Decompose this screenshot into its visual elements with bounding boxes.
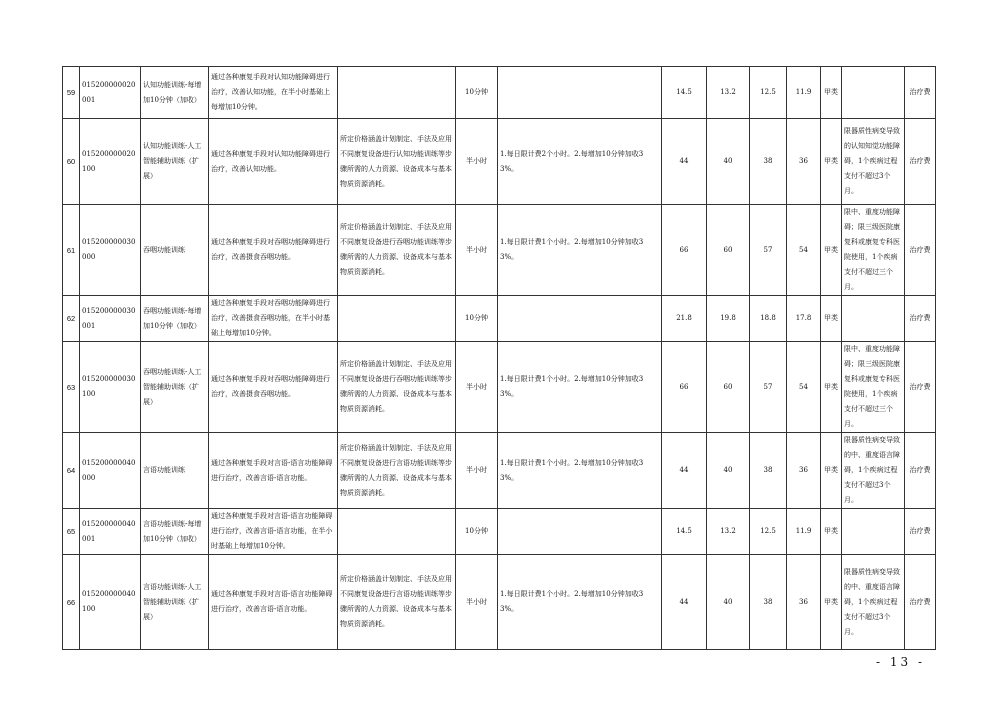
pricing-unit: 半小时 [456, 119, 498, 205]
row-number: 65 [63, 509, 80, 555]
payment-restriction: 限中、重度功能障碍；限三级医院康复科或康复专科医院使用，1个疾病支付不超过三个月。 [842, 205, 905, 296]
price-scope: 所定价格涵盖计划制定、手法及应用不同康复设备进行吞咽功能训练等步骤所需的人力资源、设备成本与基本物质资源消耗。 [338, 342, 456, 433]
price-tier-2: 60 [707, 205, 750, 296]
billing-note [498, 296, 662, 342]
price-tier-1: 14.5 [662, 67, 707, 119]
payment-restriction [842, 296, 905, 342]
price-tier-2: 60 [707, 342, 750, 433]
price-tier-2: 40 [707, 433, 750, 509]
item-name: 吞咽功能训练 [141, 205, 209, 296]
price-scope: 所定价格涵盖计划制定、手法及应用不同康复设备进行吞咽功能训练等步骤所需的人力资源、设备成本与基本物质资源消耗。 [338, 205, 456, 296]
billing-note: 1.每日限计费1个小时。2.每增加10分钟加收33%。 [498, 433, 662, 509]
table-row [63, 509, 936, 555]
price-scope [338, 67, 456, 119]
table-row [63, 342, 936, 433]
price-tier-4: 11.9 [787, 67, 821, 119]
fee-category: 治疗费 [905, 433, 936, 509]
price-tier-2: 13.2 [707, 67, 750, 119]
payment-restriction: 限器质性病变导致的认知知觉功能障碍，1个疾病过程支付不超过3个月。 [842, 119, 905, 205]
table-row [63, 555, 936, 650]
item-content: 通过各种康复手段对言语-语言功能障碍进行治疗，改善言语-语言功能。 [209, 555, 338, 650]
price-tier-1: 44 [662, 119, 707, 205]
price-tier-3: 57 [750, 205, 787, 296]
price-scope: 所定价格涵盖计划制定、手法及应用不同康复设备进行言语功能训练等步骤所需的人力资源、设备成本与基本物质资源消耗。 [338, 555, 456, 650]
pricing-unit: 10分钟 [456, 67, 498, 119]
insurance-class: 甲类 [821, 119, 842, 205]
item-content: 通过各种康复手段对吞咽功能障碍进行治疗，改善摄食吞咽功能。 [209, 342, 338, 433]
price-scope [338, 296, 456, 342]
price-tier-4: 36 [787, 119, 821, 205]
pricing-unit: 10分钟 [456, 509, 498, 555]
pricing-unit: 半小时 [456, 205, 498, 296]
price-tier-3: 18.8 [750, 296, 787, 342]
page-number: - 13 - [876, 655, 926, 669]
payment-restriction: 限器质性病变导致的中、重度语言障碍，1个疾病过程支付不超过3个月。 [842, 433, 905, 509]
table-row [63, 205, 936, 296]
row-number: 63 [63, 342, 80, 433]
item-code: 015200000030001 [80, 296, 141, 342]
payment-restriction [842, 67, 905, 119]
price-tier-4: 11.9 [787, 509, 821, 555]
item-content: 通过各种康复手段对认知功能障碍进行治疗，改善认知功能，在半小时基础上每增加10分钟。 [209, 67, 338, 119]
item-name: 吞咽功能训练-每增加10分钟（加收） [141, 296, 209, 342]
price-tier-3: 38 [750, 119, 787, 205]
item-code: 015200000030000 [80, 205, 141, 296]
billing-note [498, 509, 662, 555]
row-number: 61 [63, 205, 80, 296]
price-scope [338, 509, 456, 555]
row-number: 59 [63, 67, 80, 119]
item-code: 015200000030100 [80, 342, 141, 433]
price-tier-4: 17.8 [787, 296, 821, 342]
insurance-class: 甲类 [821, 67, 842, 119]
billing-note [498, 67, 662, 119]
item-name: 言语功能训练-每增加10分钟（加收） [141, 509, 209, 555]
price-tier-4: 54 [787, 342, 821, 433]
price-table [62, 66, 936, 650]
item-content: 通过各种康复手段对吞咽功能障碍进行治疗，改善摄食吞咽功能。 [209, 205, 338, 296]
item-content: 通过各种康复手段对言语-语言功能障碍进行治疗，改善言语-语言功能。 [209, 433, 338, 509]
price-tier-1: 44 [662, 555, 707, 650]
table-row [63, 119, 936, 205]
item-code: 015200000040000 [80, 433, 141, 509]
item-code: 015200000020100 [80, 119, 141, 205]
price-tier-1: 44 [662, 433, 707, 509]
item-name: 言语功能训练-人工智能辅助训练（扩展） [141, 555, 209, 650]
billing-note: 1.每日限计费1个小时。2.每增加10分钟加收33%。 [498, 555, 662, 650]
item-name: 言语功能训练 [141, 433, 209, 509]
price-scope: 所定价格涵盖计划制定、手法及应用不同康复设备进行言语功能训练等步骤所需的人力资源、设备成本与基本物质资源消耗。 [338, 433, 456, 509]
table-row [63, 67, 936, 119]
row-number: 62 [63, 296, 80, 342]
price-tier-4: 36 [787, 555, 821, 650]
price-tier-1: 21.8 [662, 296, 707, 342]
price-tier-1: 14.5 [662, 509, 707, 555]
fee-category: 治疗费 [905, 509, 936, 555]
price-tier-3: 38 [750, 433, 787, 509]
billing-note: 1.每日限计费1个小时。2.每增加10分钟加收33%。 [498, 205, 662, 296]
price-tier-3: 57 [750, 342, 787, 433]
insurance-class: 甲类 [821, 509, 842, 555]
price-scope: 所定价格涵盖计划制定、手法及应用不同康复设备进行认知功能训练等步骤所需的人力资源、设备成本与基本物质资源消耗。 [338, 119, 456, 205]
fee-category: 治疗费 [905, 555, 936, 650]
item-name: 吞咽功能训练-人工智能辅助训练（扩展） [141, 342, 209, 433]
price-tier-2: 13.2 [707, 509, 750, 555]
row-number: 64 [63, 433, 80, 509]
insurance-class: 甲类 [821, 296, 842, 342]
fee-category: 治疗费 [905, 205, 936, 296]
payment-restriction [842, 509, 905, 555]
table-row [63, 433, 936, 509]
insurance-class: 甲类 [821, 205, 842, 296]
pricing-unit: 半小时 [456, 433, 498, 509]
fee-category: 治疗费 [905, 342, 936, 433]
payment-restriction: 限中、重度功能障碍；限三级医院康复科或康复专科医院使用，1个疾病支付不超过三个月。 [842, 342, 905, 433]
insurance-class: 甲类 [821, 555, 842, 650]
table-row [63, 296, 936, 342]
price-tier-3: 12.5 [750, 509, 787, 555]
price-tier-4: 36 [787, 433, 821, 509]
row-number: 66 [63, 555, 80, 650]
pricing-unit: 10分钟 [456, 296, 498, 342]
insurance-class: 甲类 [821, 433, 842, 509]
fee-category: 治疗费 [905, 296, 936, 342]
item-name: 认知功能训练-人工智能辅助训练（扩展） [141, 119, 209, 205]
pricing-unit: 半小时 [456, 555, 498, 650]
item-content: 通过各种康复手段对吞咽功能障碍进行治疗，改善摄食吞咽功能，在半小时基础上每增加10分钟。 [209, 296, 338, 342]
fee-category: 治疗费 [905, 67, 936, 119]
billing-note: 1.每日限计费1个小时。2.每增加10分钟加收33%。 [498, 342, 662, 433]
item-name: 认知功能训练-每增加10分钟（加收） [141, 67, 209, 119]
price-tier-3: 38 [750, 555, 787, 650]
price-tier-2: 40 [707, 555, 750, 650]
item-code: 015200000040100 [80, 555, 141, 650]
billing-note: 1.每日限计费2个小时。2.每增加10分钟加收33%。 [498, 119, 662, 205]
price-tier-3: 12.5 [750, 67, 787, 119]
item-code: 015200000040001 [80, 509, 141, 555]
payment-restriction: 限器质性病变导致的中、重度语言障碍，1个疾病过程支付不超过3个月。 [842, 555, 905, 650]
item-code: 015200000020001 [80, 67, 141, 119]
insurance-class: 甲类 [821, 342, 842, 433]
pricing-unit: 半小时 [456, 342, 498, 433]
price-tier-4: 54 [787, 205, 821, 296]
item-content: 通过各种康复手段对认知功能障碍进行治疗，改善认知功能。 [209, 119, 338, 205]
price-tier-1: 66 [662, 205, 707, 296]
item-content: 通过各种康复手段对言语-语言功能障碍进行治疗，改善言语-语言功能，在半小时基础上每增加10分钟。 [209, 509, 338, 555]
price-tier-2: 19.8 [707, 296, 750, 342]
price-tier-2: 40 [707, 119, 750, 205]
price-tier-1: 66 [662, 342, 707, 433]
row-number: 60 [63, 119, 80, 205]
fee-category: 治疗费 [905, 119, 936, 205]
